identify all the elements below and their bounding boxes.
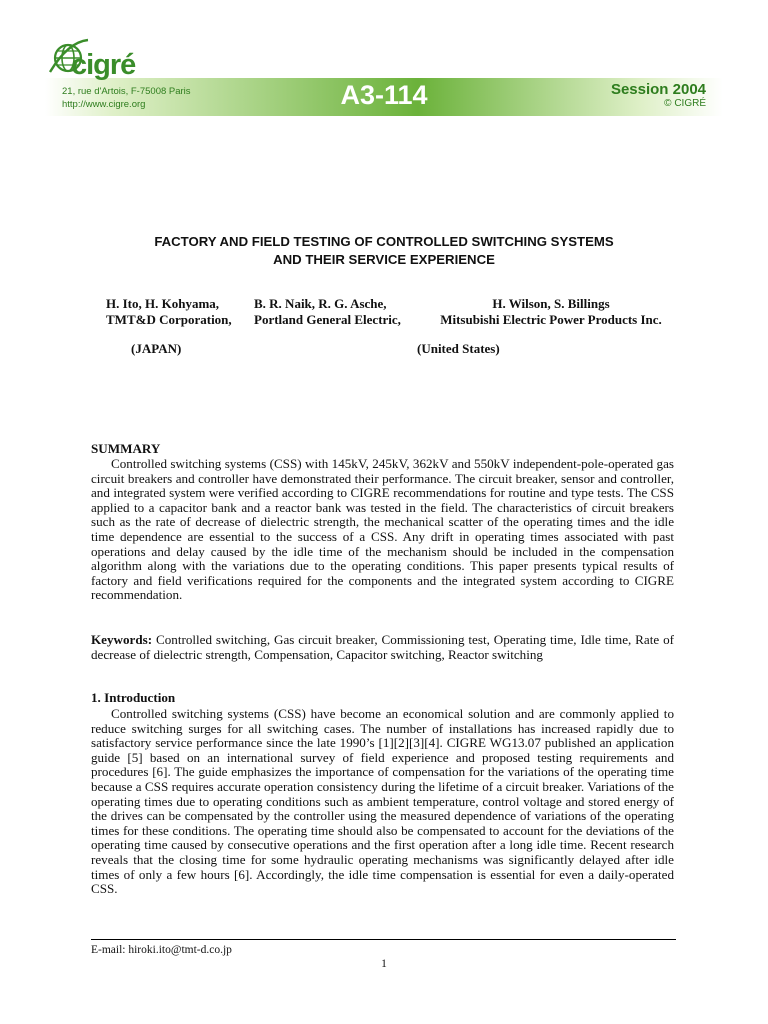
title-line-2: AND THEIR SERVICE EXPERIENCE (273, 252, 495, 267)
author-group-1 (106, 296, 232, 328)
copyright-label: © CIGRÉ (664, 98, 706, 109)
page-number: 1 (381, 958, 387, 970)
introduction-paragraph: Controlled switching systems (CSS) have become an economical solution and are commonly applied to reduce switching surges for all switching cases. The number of installations has increased rapidly due to satisfactory service performance since the late 1990’s [1][2][3][4]. CIGRE WG13.07 published an application guide [5] based on an international survey of field experience and proposed testing requirements and procedures [6]. The guide emphasizes the importance of compensation for the variations of the operating time because a CSS requires accurate operation consistency during the lifetime of a circuit breaker. Variations of the operating times due to operating conditions such as ambient temperature, control voltage and stored energy of the drives can be compensated by the controller using the measured dependence of variations of the operating times for these conditions. The operating time should also be compensated to account for the deviations of the operating time caused by consecutive operations and the first operation after a long idle time. Recent research reveals that the closing time for some hydraulic operating mechanisms was significantly delayed after idle times of only a few hours [6]. Accordingly, the idle time compensation is essential for even a daily-operated CSS. (91, 706, 674, 897)
cigre-logo-text: cigré (71, 49, 136, 81)
author-group-2 (254, 296, 401, 328)
session-block (611, 82, 706, 110)
author-names: H. Wilson, S. Billings (492, 296, 610, 311)
summary-heading: SUMMARY (91, 441, 161, 456)
author-names: H. Ito, H. Kohyama, (106, 296, 220, 311)
author-org: TMT&D Corporation, (106, 312, 232, 327)
author-org: Mitsubishi Electric Power Products Inc. (440, 312, 662, 327)
author-group-3 (428, 296, 674, 328)
footnote-email: E-mail: hiroki.ito@tmt-d.co.jp (91, 944, 232, 956)
address-line: 21, rue d'Artois, F-75008 Paris (62, 86, 191, 97)
country-us: (United States) (417, 341, 500, 356)
author-names: B. R. Naik, R. G. Asche, (254, 296, 387, 311)
website-link[interactable]: http://www.cigre.org (62, 99, 146, 110)
paper-title (90, 233, 678, 269)
introduction-heading: 1. Introduction (91, 690, 176, 705)
title-line-1: FACTORY AND FIELD TESTING OF CONTROLLED SWITCHING SYSTEMS (154, 234, 614, 249)
keywords-label: Keywords: (91, 632, 153, 647)
author-org: Portland General Electric, (254, 312, 401, 327)
paper-code: A3-114 (340, 80, 428, 110)
summary-paragraph: Controlled switching systems (CSS) with 145kV, 245kV, 362kV and 550kV independent-pole-operated gas circuit breakers and controller have demonstrated their performance. The circuit breaker, sensor and controller, and integrated system were verified according to CIGRE recommendations for routine and type tests. The CSS applied to a capacitor bank and a reactor bank was tested in the field. The characteristics of circuit breakers such as the rate of decrease of dielectric strength, the mechanical scatter of the operating times and the idle time dependence are essential to the success of a CSS. Any drift in operating times associated with past operations and delay caused by the idle time of the mechanism should be included in the compensation algorithm along with the variations due to the operating conditions. This paper presents typical results of factory and field verifications required for the components and the integrated system according to CIGRE recommendation. (91, 456, 674, 603)
keywords-paragraph (91, 633, 674, 662)
footnote-divider (91, 939, 676, 940)
country-japan: (JAPAN) (131, 341, 182, 356)
keywords-text: Controlled switching, Gas circuit breaker, Commissioning test, Operating time, Idle time, Rate of decrease of dielectric strength, Compensation, Capacitor switching, Reactor switching (91, 632, 674, 662)
session-label: Session 2004 (610, 81, 706, 98)
